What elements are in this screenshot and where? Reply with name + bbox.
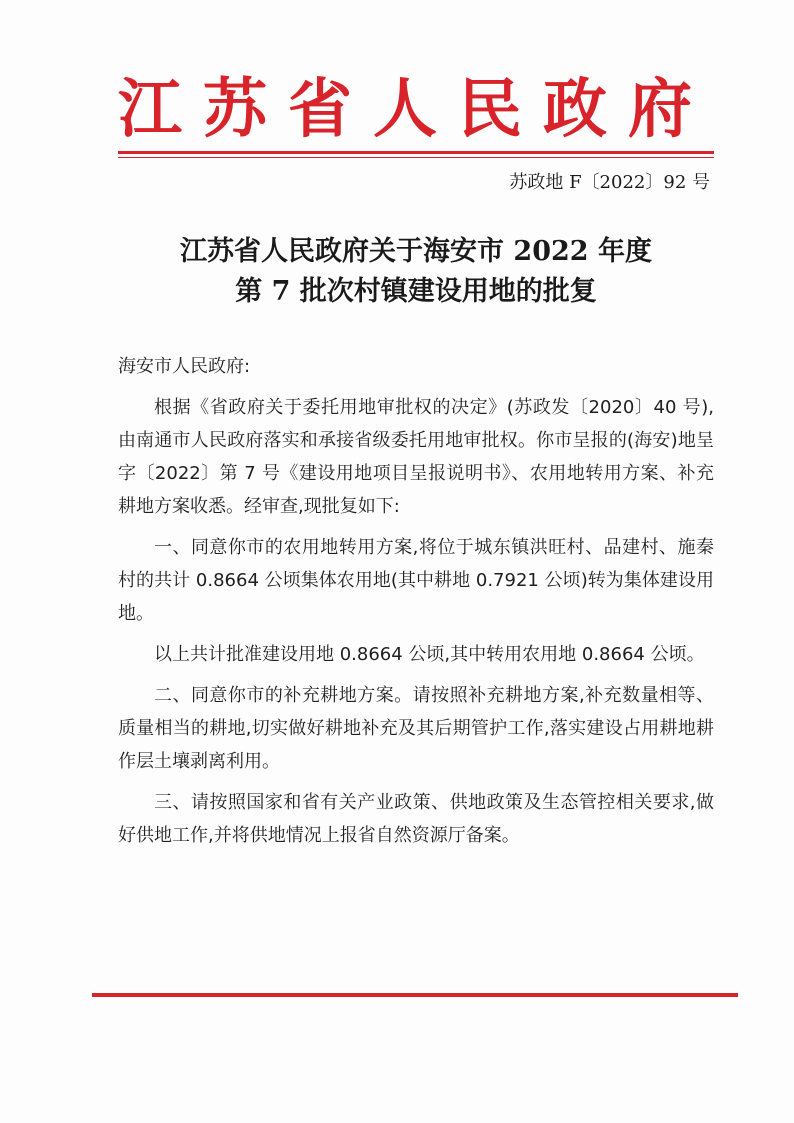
header-red-rule-thin bbox=[118, 157, 714, 158]
document-body bbox=[118, 350, 714, 860]
body-paragraph-supplement: 二、同意你市的补充耕地方案。请按照补充耕地方案,补充数量相等、质量相当的耕地,切实做好耕地补充及其后期管护工作,落实建设占用耕地耕作层土壤剥离利用。 bbox=[118, 685, 714, 772]
body-paragraph-conversion: 一、同意你市的农用地转用方案,将位于城东镇洪旺村、品建村、施秦村的共计 0.8664 公顷集体农用地(其中耕地 0.7921 公顷)转为集体建设用地。 bbox=[118, 537, 714, 624]
document-title-line-1: 江苏省人民政府关于海安市 2022 年度 bbox=[180, 236, 652, 267]
issuer-header: 江苏省人民政府 bbox=[118, 72, 713, 147]
document-number: 苏政地 F〔2022〕92 号 bbox=[509, 172, 710, 193]
footer-red-rule bbox=[92, 993, 738, 997]
body-paragraph-basis: 根据《省政府关于委托用地审批权的决定》(苏政发〔2020〕40 号),由南通市人民政府落实和承接省级委托用地审批权。你市呈报的(海安)地呈字〔2022〕第 7 号《建设用地项目呈报说明书》、农用地转用方案、补充耕地方案收悉。经审查,现批复如下: bbox=[118, 397, 714, 517]
body-paragraph-total: 以上共计批准建设用地 0.8664 公顷,其中转用农用地 0.8664 公顷。 bbox=[154, 644, 705, 665]
addressee: 海安市人民政府: bbox=[118, 356, 251, 377]
body-paragraph-supply: 三、请按照国家和省有关产业政策、供地政策及生态管控相关要求,做好供地工作,并将供地情况上报省自然资源厅备案。 bbox=[118, 792, 714, 846]
document-title-line-2: 第 7 批次村镇建设用地的批复 bbox=[235, 276, 597, 307]
header-red-rule bbox=[118, 151, 714, 154]
document-title bbox=[100, 232, 732, 312]
